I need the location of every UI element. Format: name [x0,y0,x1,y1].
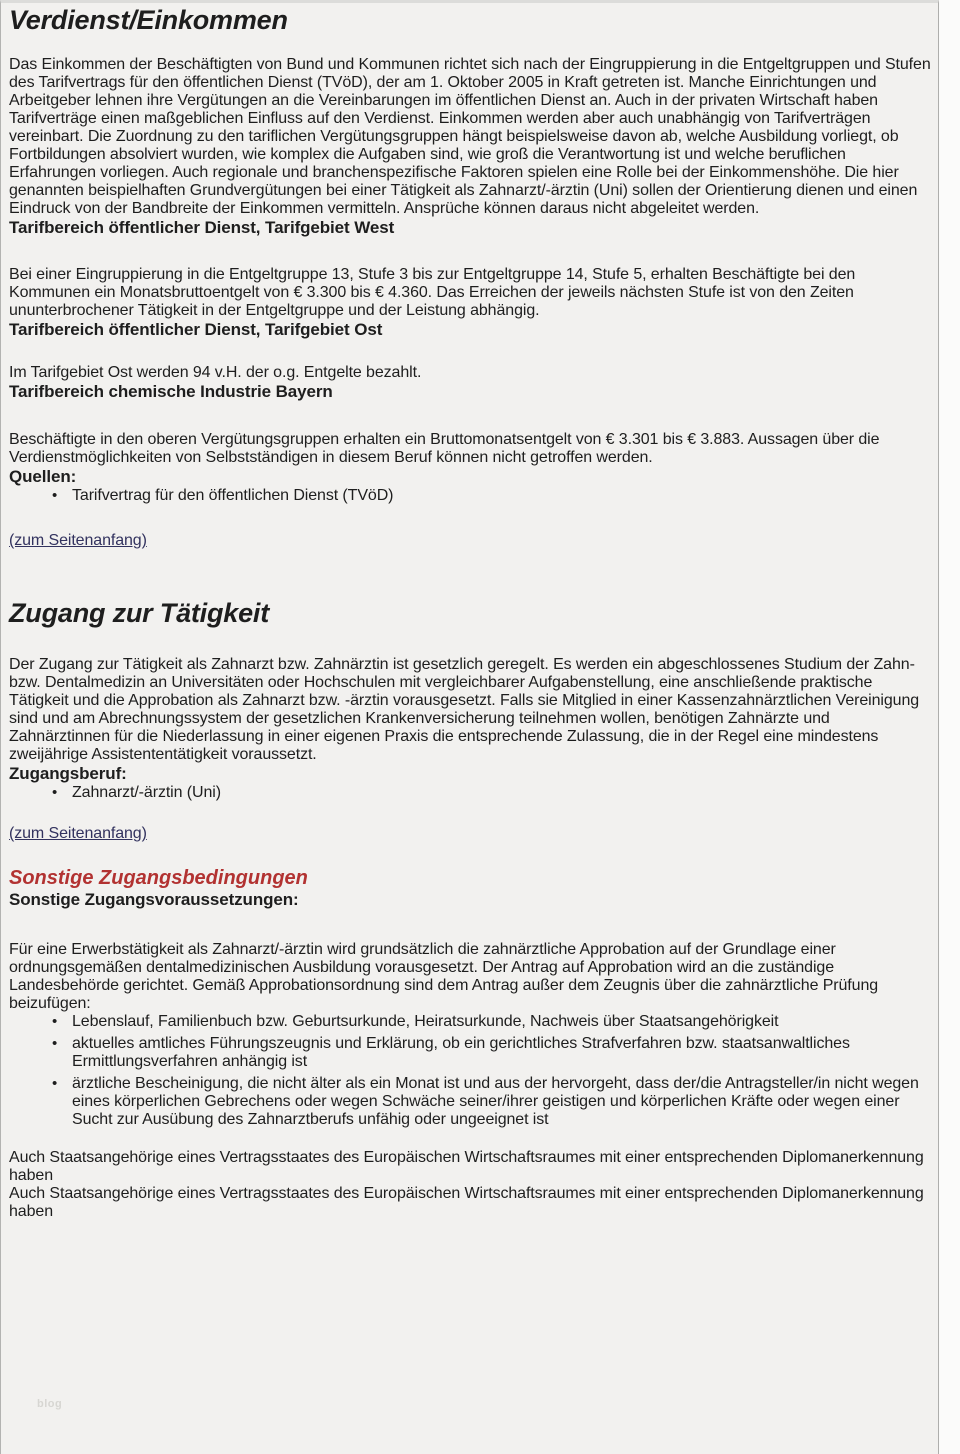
page-title-verdienst: Verdienst/Einkommen [9,5,288,35]
paragraph-chemische-industrie: Beschäftigte in den oberen Vergütungsgruppen erhalten ein Bruttomonatsentgelt von € 3.301 bis € 3.883. Aussagen über die Verdienstmöglichkeiten von Selbstständigen in diesem Beruf können nicht getroffen werden. [9,431,880,466]
page-title-zugang: Zugang zur Tätigkeit [9,598,270,628]
section-heading-chemische-industrie: Tarifbereich chemische Industrie Bayern [9,382,333,401]
list-item-lebenslauf: • Lebenslauf, Familienbuch bzw. Geburtsurkunde, Heiratsurkunde, Nachweis über Staatsangehörigkeit [52,1013,932,1031]
section-heading-quellen: Quellen: [9,467,77,486]
voraussetzungen-list [9,1013,932,1129]
paragraph-sonstige-voraussetzungen: Für eine Erwerbstätigkeit als Zahnarzt/-ärztin wird grundsätzlich die zahnärztliche Approbation auf der Grundlage einer ordnungsgemäßen dentalmedizinischen Ausbildung vorausgesetzt. Der Antrag auf Approbation wird an die zuständige Landesbehörde gerichtet. Gemäß Approbationsordnung sind dem Antrag außer dem Zeugnis über die zahnärztliche Prüfung beizufügen: [9,941,879,1012]
list-item-tarifvertrag: • Tarifvertrag für den öffentlichen Dienst (TVöD) [52,487,932,505]
section-heading-sonstige-zugangsvoraussetzungen: Sonstige Zugangsvoraussetzungen: [9,890,299,909]
zum-seitenanfang-link-1[interactable]: (zum Seitenanfang) [9,532,147,549]
paragraph-tarifgebiet-ost: Im Tarifgebiet Ost werden 94 v.H. der o.g. Entgelte bezahlt. [9,364,422,381]
clipped-next-line-text: Auch Staatsangehörige eines Vertragsstaates des Europäischen Wirtschaftsraumes mit einer entsprechenden Diplomanerkennung haben [9,1185,924,1220]
list-item-bescheinigung: • ärztliche Bescheinigung, die nicht älter als ein Monat ist und aus der hervorgeht, dass der/die Antragsteller/in nicht wegen eines körperlichen Gebrechens oder wegen Schwäche seiner/ihrer geistigen und körperlichen Kräfte oder wegen einer Sucht zur Ausübung des Zahnarztberufs unfähig oder ungeeignet ist [52,1075,932,1129]
quellen-list [9,487,932,505]
top-link-wrapper-1 [9,532,932,550]
section-heading-zugangsberuf: Zugangsberuf: [9,764,127,783]
closing-paragraph: Auch Staatsangehörige eines Vertragsstaates des Europäischen Wirtschaftsraumes mit einer entsprechenden Diplomanerkennung haben [9,1149,924,1184]
list-item-fuehrungszeugnis: • aktuelles amtliches Führungszeugnis und Erklärung, ob ein gerichtliches Strafverfahren bzw. staatsanwaltliches Ermittlungsverfahren anhängig ist [52,1035,932,1071]
intro-paragraph: Das Einkommen der Beschäftigten von Bund und Kommunen richtet sich nach der Eingruppierung in die Entgeltgruppen und Stufen des Tarifvertrags für den öffentlichen Dienst (TVöD), der am 1. Oktober 2005 in Kraft getreten ist. Manche Einrichtungen und Arbeitgeber lehnen ihre Vergütungen an die Vereinbarungen im öffentlichen Dienst an. Auch in der privaten Wirtschaft haben Tarifverträge einen maßgeblichen Einfluss auf den Verdienst. Einkommen werden aber auch unabhängig von Tarifverträgen vereinbart. Die Zuordnung zu den tariflichen Vergütungsgruppen hängt beispielsweise davon ab, welche Ausbildung vorliegt, ob Fortbildungen absolviert wurden, wie komplex die Aufgaben sind, wie groß die Verantwortung ist und welche beruflichen Erfahrungen vorliegen. Auch regionale und branchenspezifische Faktoren spielen eine Rolle bei der Einkommenshöhe. Die hier genannten beispielhaften Grundvergütungen bei einer Tätigkeit als Zahnarzt/-ärztin (Uni) sollen der Orientierung dienen und einen Eindruck von der Bandbreite der Einkommen vermitteln. Ansprüche können daraus nicht abgeleitet werden. [9,56,931,217]
top-link-wrapper-2 [9,825,932,843]
paragraph-zugang: Der Zugang zur Tätigkeit als Zahnarzt bzw. Zahnärztin ist gesetzlich geregelt. Es werden ein abgeschlossenes Studium der Zahn- bzw. Dentalmedizin an Universitäten oder Hochschulen mit vergleichbarer Aufgabenstellung, eine anschließende praktische Tätigkeit und die Approbation als Zahnarzt bzw. -ärztin vorausgesetzt. Falls sie Mitglied in einer Kassenzahnärztlichen Vereinigung sind und am Abrechnungssystem der gesetzlichen Krankenversicherung teilnehmen wollen, benötigen Zahnärzte und Zahnärztinnen für die Niederlassung in einer eigenen Praxis die entsprechende Zulassung, die in der Regel eine mindestens zweijährige Assistententätigkeit voraussetzt. [9,656,920,763]
clipped-next-line [9,1185,932,1220]
paragraph-tarifgebiet-west: Bei einer Eingruppierung in die Entgeltgruppe 13, Stufe 3 bis zur Entgeltgruppe 14, Stufe 5, erhalten Beschäftigte bei den Kommunen ein Monatsbruttoentgelt von € 3.300 bis € 4.360. Das Erreichen der jeweils nächsten Stufe ist von den Zeiten ununterbrochener Tätigkeit in der Entgeltgruppe und der Leistung abhängig. [9,266,856,319]
section-heading-sonstige-zugangsbedingungen: Sonstige Zugangsbedingungen [9,867,308,889]
section-heading-tarifgebiet-west: Tarifbereich öffentlicher Dienst, Tarifgebiet West [9,218,395,237]
zum-seitenanfang-link-2[interactable]: (zum Seitenanfang) [9,825,147,842]
list-item-zahnarzt: • Zahnarzt/-ärztin (Uni) [52,784,932,802]
blog-watermark: blog [37,1398,63,1410]
section-heading-tarifgebiet-ost: Tarifbereich öffentlicher Dienst, Tarifgebiet Ost [9,320,383,339]
zugangsberuf-list [9,784,932,802]
